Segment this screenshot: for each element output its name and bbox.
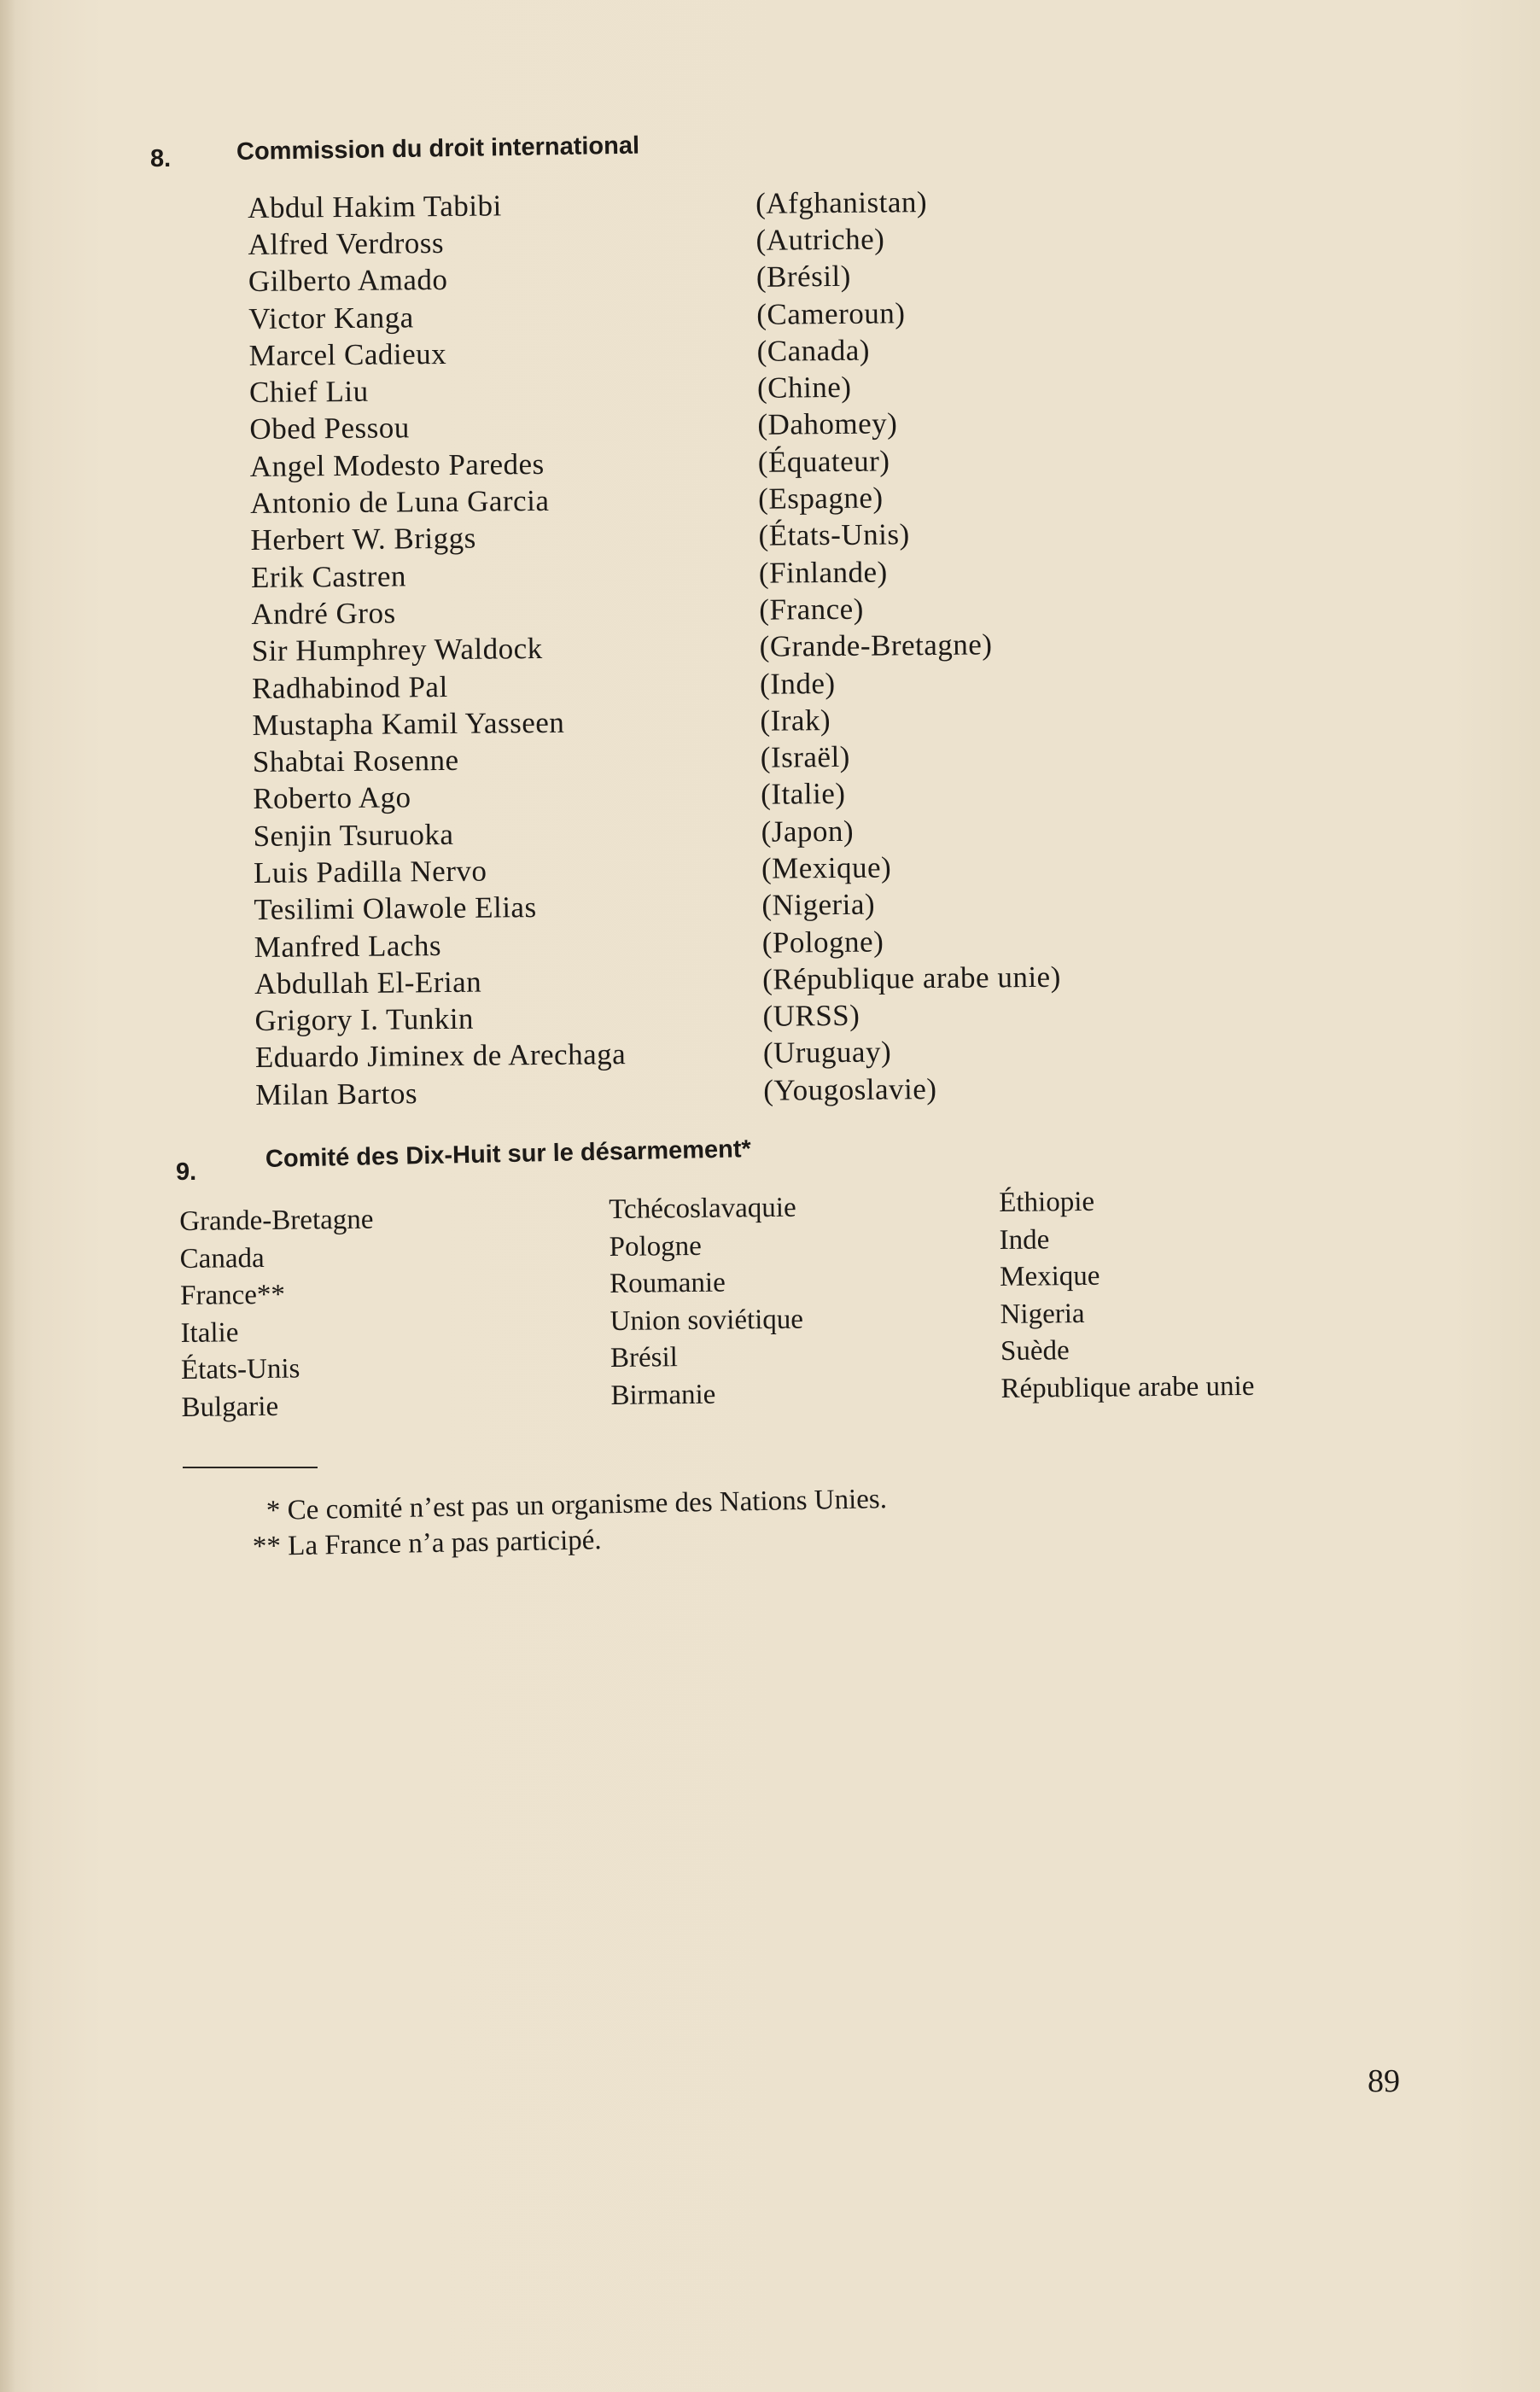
member-country: (Finlande)	[758, 555, 888, 590]
committee-country: Bulgarie	[181, 1391, 279, 1423]
member-country: (Pologne)	[761, 925, 884, 960]
member-name: Erik Castren	[250, 559, 407, 594]
member-name: Eduardo Jiminex de Arechaga	[254, 1037, 627, 1075]
member-country: (Mexique)	[761, 850, 892, 885]
member-country: (Uruguay)	[762, 1035, 892, 1071]
spine-shadow	[0, 0, 15, 2392]
member-country: (Espagne)	[758, 481, 884, 516]
member-name: Tesilimi Olawole Elias	[254, 890, 537, 927]
member-country: (Irak)	[760, 703, 831, 738]
member-name: Shabtai Rosenne	[252, 743, 459, 779]
section-8-number: 8.	[150, 145, 172, 172]
member-country: (Dahomey)	[757, 406, 898, 442]
committee-country: France**	[179, 1279, 286, 1311]
member-country: (Israël)	[760, 739, 851, 774]
committee-column-2	[609, 1190, 804, 1415]
member-country: (Italie)	[761, 777, 846, 812]
member-name: Roberto Ago	[253, 780, 411, 816]
committee-country: Éthiopie	[999, 1186, 1095, 1218]
member-country: (Afghanistan)	[755, 184, 928, 220]
member-country: (Nigeria)	[761, 887, 876, 923]
member-country: (Grande-Bretagne)	[759, 627, 993, 663]
member-name: Chief Liu	[248, 374, 369, 410]
member-country: (Cameroun)	[756, 295, 906, 331]
member-name: André Gros	[251, 596, 396, 631]
committee-country: Canada	[179, 1242, 265, 1275]
committee-country: Roumanie	[609, 1267, 726, 1299]
member-country: (URSS)	[762, 998, 860, 1033]
commission-member-list	[248, 182, 1152, 1114]
member-name: Abdul Hakim Tabibi	[248, 189, 502, 225]
member-name: Obed Pessou	[249, 411, 410, 446]
member-country: (Inde)	[759, 666, 836, 701]
section-9-number: 9.	[176, 1158, 197, 1186]
committee-column-1	[179, 1202, 376, 1426]
committee-column-3	[999, 1182, 1255, 1408]
committee-country: Inde	[999, 1223, 1050, 1256]
section-8-title: Commission du droit international	[236, 131, 640, 166]
section-9-title: Comité des Dix-Huit sur le désarmement*	[265, 1135, 752, 1173]
member-country: (République arabe unie)	[761, 960, 1061, 996]
member-country: (Équateur)	[757, 444, 890, 479]
member-name: Senjin Tsuruoka	[253, 817, 454, 853]
member-row	[255, 1069, 1152, 1113]
member-name: Luis Padilla Nervo	[253, 854, 487, 890]
member-country: (Chine)	[756, 370, 852, 405]
committee-country: Nigeria	[1000, 1298, 1085, 1330]
member-name: Milan Bartos	[255, 1076, 418, 1111]
member-name: Mustapha Kamil Yasseen	[252, 705, 565, 742]
member-country: (Autriche)	[755, 222, 885, 257]
committee-country: Mexique	[999, 1260, 1100, 1292]
footnote-2: ** La France n’a pas participé.	[252, 1525, 602, 1562]
member-country: (Yougoslavie)	[763, 1071, 937, 1107]
member-name: Alfred Verdross	[248, 225, 445, 261]
member-name: Marcel Cadieux	[248, 336, 447, 372]
committee-country: Italie	[180, 1316, 239, 1349]
member-name: Sir Humphrey Waldock	[251, 632, 543, 668]
committee-country: Union soviétique	[610, 1304, 804, 1337]
committee-country: Grande-Bretagne	[179, 1204, 374, 1237]
member-name: Manfred Lachs	[254, 928, 442, 964]
member-name: Radhabinod Pal	[251, 669, 448, 705]
member-name: Gilberto Amado	[248, 263, 448, 299]
footnote-rule	[183, 1467, 318, 1468]
committee-country: Brésil	[610, 1342, 679, 1374]
member-country: (Japon)	[761, 814, 855, 849]
member-country: (États-Unis)	[758, 517, 910, 553]
committee-country: États-Unis	[180, 1353, 300, 1386]
member-country: (France)	[759, 592, 865, 627]
committee-country: Pologne	[609, 1230, 703, 1263]
member-country: (Canada)	[756, 333, 871, 368]
committee-country: Tchécoslavaquie	[609, 1192, 796, 1225]
committee-country: Birmanie	[610, 1379, 716, 1411]
page-number: 89	[1368, 2063, 1400, 2099]
committee-country: Suède	[1000, 1335, 1070, 1367]
member-name: Grigory I. Tunkin	[254, 1001, 475, 1038]
committee-country: République arabe unie	[1000, 1370, 1255, 1404]
member-name: Victor Kanga	[248, 300, 414, 335]
member-name: Antonio de Luna Garcia	[250, 483, 550, 521]
member-name: Abdullah El-Erian	[254, 965, 482, 1001]
footnote-1: * Ce comité n’est pas un organisme des Nations Unies.	[265, 1484, 888, 1526]
member-country: (Brésil)	[755, 260, 852, 295]
member-name: Angel Modesto Paredes	[249, 446, 545, 483]
member-name: Herbert W. Briggs	[250, 521, 476, 557]
